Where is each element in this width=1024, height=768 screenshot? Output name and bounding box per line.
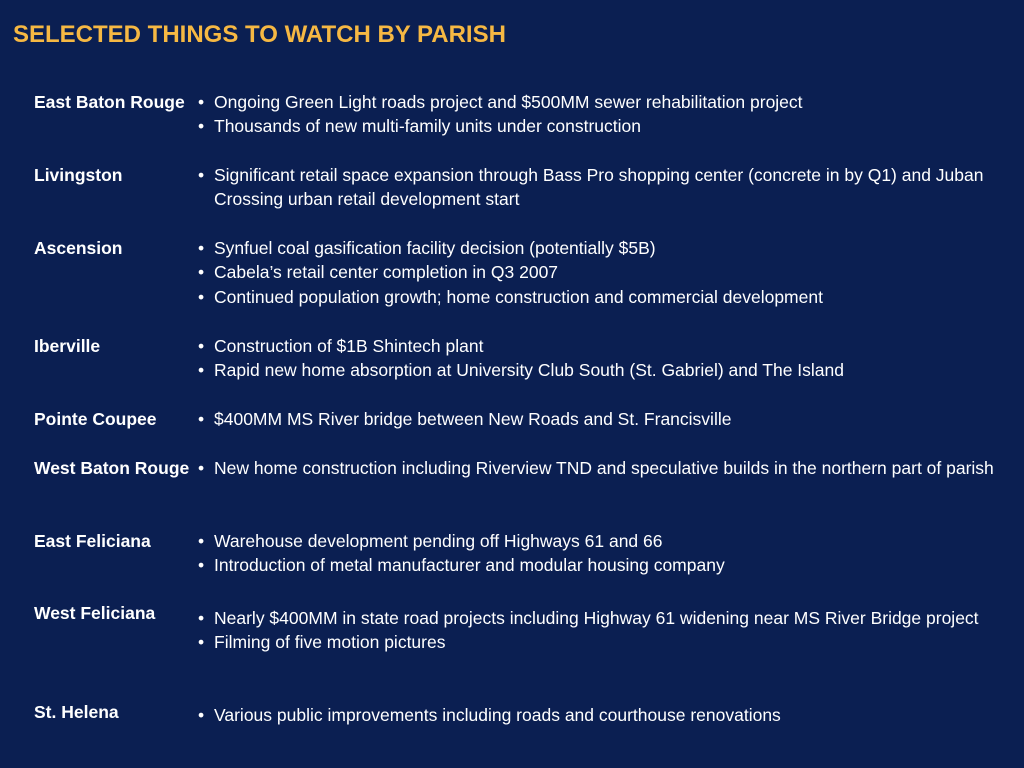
bullet-text: Ongoing Green Light roads project and $500MM sewer rehabilitation project (214, 92, 803, 112)
bullet-text: Construction of $1B Shintech plant (214, 336, 484, 356)
bullet-icon: • (198, 458, 205, 478)
bullet-list (196, 529, 1018, 578)
bullet-icon: • (198, 608, 205, 628)
slide-title: SELECTED THINGS TO WATCH BY PARISH (13, 21, 506, 48)
bullet-list (196, 703, 1018, 727)
bullet-icon: • (198, 409, 205, 429)
bullet-text: New home construction including Riverview TND and speculative builds in the northern part of parish (214, 458, 994, 478)
parish-name: Livingston (34, 165, 123, 185)
bullet-text: $400MM MS River bridge between New Roads and St. Francisville (214, 409, 732, 429)
bullet-list (196, 163, 1018, 212)
bullet-list (196, 90, 1018, 139)
bullet-item (196, 358, 1018, 382)
bullet-text: Filming of five motion pictures (214, 632, 446, 653)
bullet-icon: • (198, 165, 205, 185)
bullet-item (196, 630, 1018, 654)
parish-name: East Baton Rouge (34, 92, 185, 112)
parish-name: Pointe Coupee (34, 409, 157, 429)
bullet-item (196, 529, 1018, 553)
bullet-icon: • (198, 555, 205, 576)
bullet-text: Significant retail space expansion through Bass Pro shopping center (concrete in by Q1) and Juban Crossing urban retail development start (214, 165, 984, 210)
bullet-text: Nearly $400MM in state road projects including Highway 61 widening near MS River Bridge project (214, 608, 979, 628)
bullet-list (196, 236, 1018, 309)
bullet-text: Various public improvements including roads and courthouse renovations (214, 705, 781, 725)
bullet-text: Cabela’s retail center completion in Q3 2007 (214, 262, 559, 283)
bullet-icon: • (198, 531, 205, 551)
bullet-item (196, 456, 1018, 480)
bullet-text: Rapid new home absorption at University Club South (St. Gabriel) and The Island (214, 360, 845, 381)
bullet-item (196, 606, 1018, 630)
bullet-item (196, 90, 1018, 114)
bullet-list (196, 334, 1018, 383)
bullet-item (196, 163, 1018, 212)
bullet-item (196, 407, 1018, 431)
bullet-text: Thousands of new multi-family units under construction (214, 116, 642, 137)
bullet-icon: • (198, 336, 205, 356)
bullet-icon: • (198, 92, 205, 112)
bullet-item (196, 114, 1018, 138)
bullet-item (196, 236, 1018, 260)
bullet-icon: • (198, 286, 205, 307)
bullet-icon: • (198, 238, 205, 258)
bullet-text: Introduction of metal manufacturer and modular housing company (214, 555, 725, 576)
bullet-text: Continued population growth; home construction and commercial development (214, 286, 823, 307)
bullet-item (196, 285, 1018, 309)
bullet-icon: • (198, 262, 205, 283)
bullet-icon: • (198, 116, 205, 137)
bullet-list (196, 456, 1018, 480)
bullet-item (196, 334, 1018, 358)
parish-name: Ascension (34, 238, 123, 258)
bullet-icon: • (198, 360, 205, 381)
bullet-icon: • (198, 632, 205, 653)
bullet-item (196, 553, 1018, 577)
bullet-text: Synfuel coal gasification facility decision (potentially $5B) (214, 238, 656, 258)
parish-name: Iberville (34, 336, 101, 356)
bullet-list (196, 606, 1018, 655)
parish-name: West Baton Rouge (34, 458, 190, 478)
bullet-icon: • (198, 705, 205, 725)
parish-name: West Feliciana (34, 603, 156, 623)
bullet-item (196, 703, 1018, 727)
bullet-list (196, 407, 1018, 431)
parish-name: East Feliciana (34, 531, 151, 551)
bullet-item (196, 260, 1018, 284)
bullet-text: Warehouse development pending off Highways 61 and 66 (214, 531, 663, 551)
parish-name: St. Helena (34, 702, 119, 722)
